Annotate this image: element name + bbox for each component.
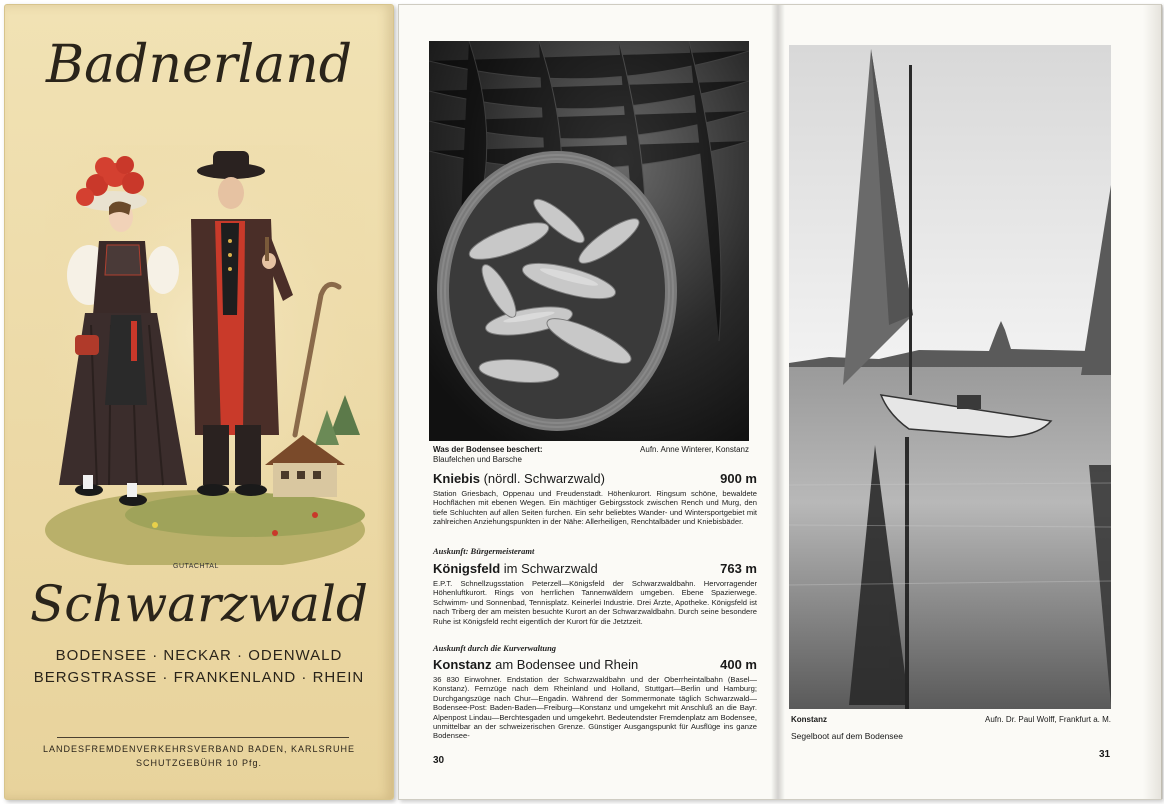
entry-konstanz-altitude: 400 m [720, 657, 757, 672]
entry-konstanz-qualifier: am Bodensee und Rhein [491, 657, 639, 672]
entry-kniebis-altitude: 900 m [720, 471, 757, 486]
cover-divider [57, 737, 349, 738]
photo-fish-basket [429, 41, 749, 441]
photo-caption-text-right: Segelboot auf dem Bodensee [791, 731, 904, 741]
cover-subtitle: Schwarzwald [30, 575, 368, 633]
page-edge-shadow [1143, 5, 1163, 799]
cover-price: SCHUTZGEBÜHR 10 Pfg. [135, 758, 263, 768]
cover-illustration-couple [45, 145, 365, 565]
photo-caption-title-left: Was der Bodensee beschert: [433, 445, 543, 454]
cover-caption: GUTACHTAL [173, 563, 219, 570]
entry-konstanz-body: 36 830 Einwohner. Endstation der Schwarzwaldbahn und der Oberrheintalbahn (Basel—Konstanz). Fernzüge nach dem Rheinland und Holland, Stuttgart—Berlin und Hamburg; Durchgangszüge nach Chur—Engadin. Während der Sommermonate täglich Schwarzwald—Bodensee-Post: Baden-Baden—Freiburg—Konstanz und umgekehrt mit Anschluß an die Bayr. Alpenpost Lindau—Berchtesgaden und umgekehrt. Bedeutendster Fremdenplatz am Bodensee, unmittelbar an der schweizerischen Grenze. Günstiger Ausgangspunkt für Ausflüge ins ganze Bodensee- [433, 675, 757, 741]
cover-publisher: LANDESFREMDENVERKEHRSVERBAND BADEN, KARLSRUHE [42, 744, 356, 754]
entry-konstanz-header [433, 657, 757, 672]
entry-kniebis-header [433, 471, 757, 486]
entry-kniebis-body: Station Griesbach, Oppenau und Freudenstadt. Höhenkurort. Ringsum schöne, bewaldete Hochflächen mit ebenen Wegen. Ein mächtiger Gebirgsstock zwischen Rench und Murg, den tiefe Schluchten auf allen Seiten furchen. Ein sehr beliebtes Wander- und Wintersportgebiet mit zahlreichen Anziehungspunkten in der Nähe: Allerheiligen, Renchtalbäder und Kniebisbäder. [433, 489, 757, 527]
entry-koenigsfeld-altitude: 763 m [720, 561, 757, 576]
photo-caption-title-right: Konstanz [791, 715, 827, 724]
page-gutter [771, 5, 785, 799]
entry-koenigsfeld-body: E.P.T. Schnellzugsstation Peterzell—Königsfeld der Schwarzwaldbahn. Hervorragender Höhenluftkurort. Rings von herrlichen Tannenwäldern umgeben. Ebene Spazierwege. Schwimm- und Sonnenbad, Tennisplatz. Keinerlei Industrie. Drei Ärzte, Apotheke. Königsfeld ist nach Triberg der am meisten besuchte Kurort an der Schwarzwaldbahn. Durch seine besondere Ruhe ist Königsfeld recht eigentlich der Kurort für die Jetztzeit. [433, 579, 757, 626]
entry-konstanz-name: Konstanz [433, 657, 492, 672]
photo-sailboat [789, 45, 1111, 709]
entry-koenigsfeld-qualifier: im Schwarzwald [500, 561, 598, 576]
entry-konstanz-title [433, 657, 638, 672]
photo-caption-text-left: Blaufelchen und Barsche [433, 455, 522, 464]
booklet-spread [398, 4, 1162, 800]
entry-kniebis-name: Kniebis [433, 471, 480, 486]
entry-kniebis-info: Auskunft: Bürgermeisteramt [433, 546, 535, 556]
page-number-right: 31 [1099, 749, 1111, 760]
entry-koenigsfeld-header [433, 561, 757, 576]
entry-koenigsfeld-title [433, 561, 598, 576]
entry-koenigsfeld-info: Auskunft durch die Kurverwaltung [433, 643, 557, 653]
cover-regions-line2: BERGSTRASSE · FRANKENLAND · RHEIN [33, 669, 365, 686]
cover-regions-line1: BODENSEE · NECKAR · ODENWALD [55, 647, 343, 664]
page-number-left: 30 [433, 755, 445, 766]
photo-credit-right: Aufn. Dr. Paul Wolff, Frankfurt a. M. [985, 715, 1111, 724]
entry-koenigsfeld-name: Königsfeld [433, 561, 501, 576]
photo-credit-left: Aufn. Anne Winterer, Konstanz [640, 445, 749, 454]
brochure-cover [4, 4, 394, 800]
entry-kniebis-qualifier: (nördl. Schwarzwald) [479, 471, 605, 486]
entry-kniebis-title [433, 471, 605, 486]
cover-title: Badnerland [45, 35, 353, 95]
